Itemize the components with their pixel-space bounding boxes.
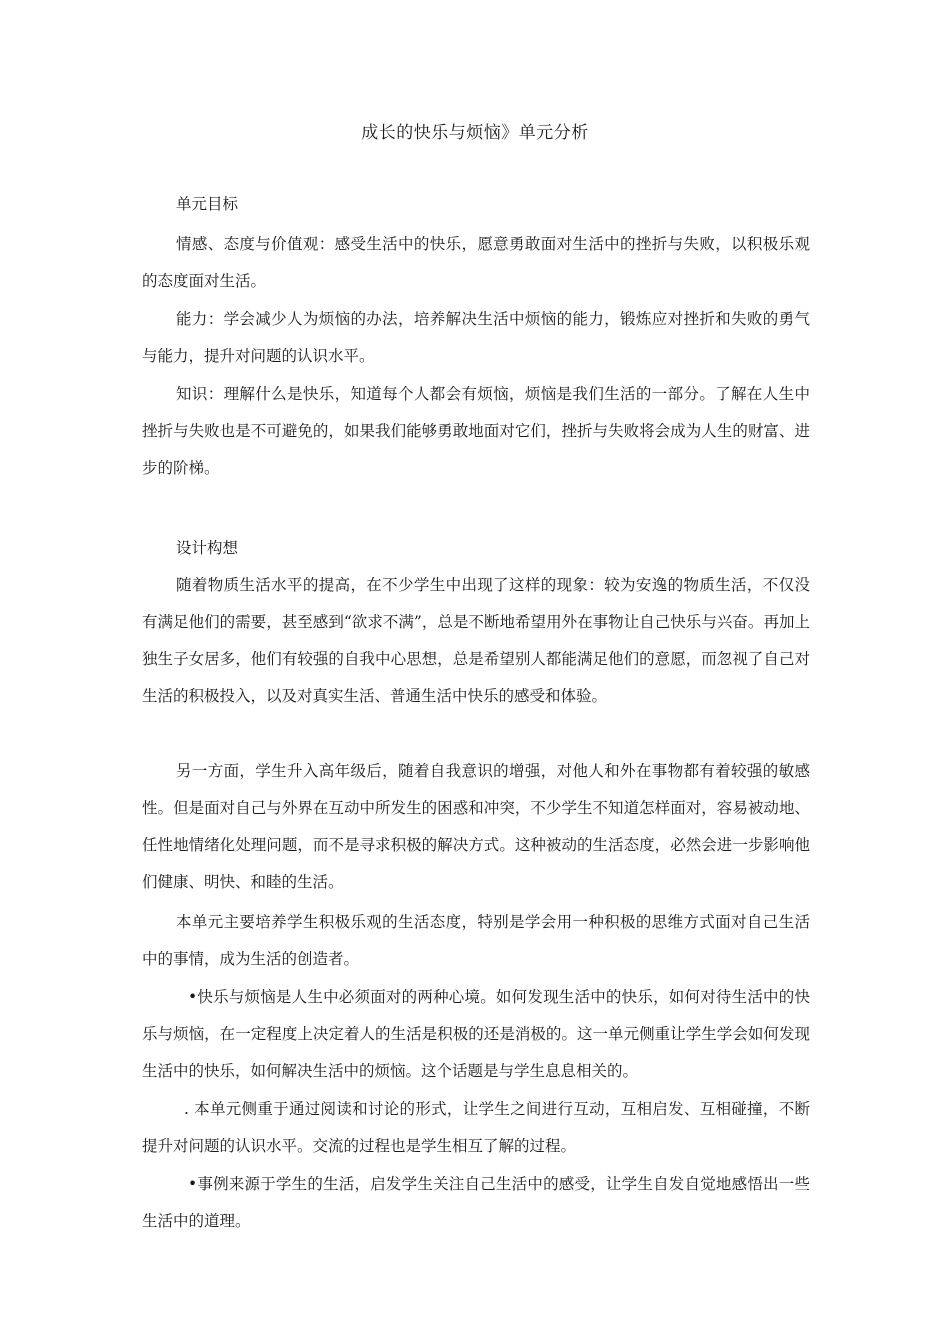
list-item-joy-and-worry: •快乐与烦恼是人生中必须面对的两种心境。如何发现生活中的快乐，如何对待生活中的快乐与烦恼，在一定程度上决定着人的生活是积极的还是消极的。这一单元侧重让学生学会如何发现生活中的快乐，如何解决生活中的烦恼。这个话题是与学生息息相关的。 (142, 988, 810, 1080)
paragraph-ability: 能力：学会减少人为烦恼的办法，培养解决生活中烦恼的能力，锻炼应对挫折和失败的勇气与能力，提升对问题的认识水平。 (142, 310, 810, 365)
document-title: 成长的快乐与烦恼》单元分析 (361, 123, 589, 143)
list-item-reading-discussion: . 本单元侧重于通过阅读和讨论的形式，让学生之间进行互动，互相启发、互相碰撞，不断提升对问题的认识水平。交流的过程也是学生相互了解的过程。 (142, 1100, 810, 1155)
list-item-life-examples: •事例来源于学生的生活，启发学生关注自己生活中的感受，让学生自发自觉地感悟出一些生活中的道理。 (142, 1175, 810, 1230)
section-heading-design-concept: 设计构想 (176, 539, 239, 557)
paragraph-other-aspect: 另一方面，学生升入高年级后，随着自我意识的增强，对他人和外在事物都有着较强的敏感性。但是面对自己与外界在互动中所发生的困惑和冲突，不少学生不知道怎样面对，容易被动地、任性地情绪化处理问题，而不是寻求积极的解决方式。这种被动的生活态度，必然会进一步影响他们健康、明快、和睦的生活。 (142, 762, 810, 891)
paragraph-emotion-attitude: 情感、态度与价值观：感受生活中的快乐，愿意勇敢面对生活中的挫折与失败，以积极乐观的态度面对生活。 (142, 235, 810, 290)
paragraph-knowledge: 知识：理解什么是快乐，知道每个人都会有烦恼，烦恼是我们生活的一部分。了解在人生中挫折与失败也是不可避免的，如果我们能够勇敢地面对它们，挫折与失败将会成为人生的财富、进步的阶梯。 (142, 385, 810, 477)
section-heading-unit-goals: 单元目标 (176, 195, 239, 213)
paragraph-background: 随着物质生活水平的提高，在不少学生中出现了这样的现象：较为安逸的物质生活，不仅没有满足他们的需要，甚至感到“欲求不满”，总是不断地希望用外在事物让自己快乐与兴奋。再加上独生子女居多，他们有较强的自我中心思想，总是希望别人都能满足他们的意愿，而忽视了自己对生活的积极投入，以及对真实生活、普通生活中快乐的感受和体验。 (142, 576, 810, 705)
paragraph-unit-focus: 本单元主要培养学生积极乐观的生活态度，特别是学会用一种积极的思维方式面对自己生活中的事情，成为生活的创造者。 (142, 913, 810, 968)
